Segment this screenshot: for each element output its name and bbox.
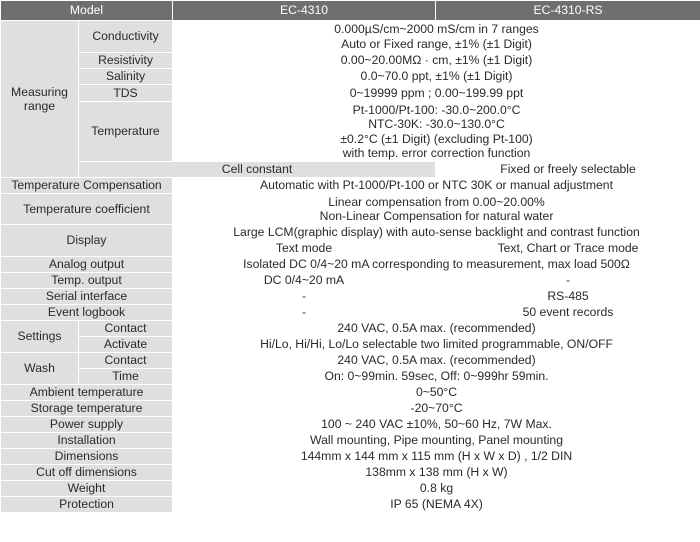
conductivity-label: Conductivity [79,21,173,53]
row-ambient-temp [1,385,700,401]
row-temp-output [1,273,700,289]
temp-coefficient-value [173,194,700,225]
row-storage-temp [1,401,700,417]
analog-output-label: Analog output [1,257,173,273]
temp-output-ec4310: DC 0/4~20 mA [173,273,436,289]
display-ec4310: Text mode [173,241,436,257]
event-logbook-label: Event logbook [1,305,173,321]
row-serial-interface [1,289,700,305]
weight-label: Weight [1,481,173,497]
serial-interface-ec4310rs: RS-485 [436,289,700,305]
cutoff-dimensions-value: 138mm x 138 mm (H x W) [173,465,700,481]
ambient-temp-value: 0~50°C [173,385,700,401]
protection-label: Protection [1,497,173,513]
row-display [1,225,700,241]
row-weight [1,481,700,497]
row-power-supply [1,417,700,433]
temperature-line2: NTC-30K: -30.0~130.0°C [368,117,505,131]
cell-constant-value: Fixed or freely selectable [436,162,700,178]
cell-constant-label: Cell constant [79,162,436,178]
conductivity-line1: 0.000µS/cm~2000 mS/cm in 7 ranges [334,22,539,36]
row-resistivity [1,53,700,69]
temp-compensation-value: Automatic with Pt-1000/Pt-100 or NTC 30K or manual adjustment [173,178,700,194]
wash-contact-label: Contact [79,353,173,369]
temp-output-ec4310rs: - [436,273,700,289]
display-ec4310rs: Text, Chart or Trace mode [436,241,700,257]
temp-coefficient-label: Temperature coefficient [1,194,173,225]
row-cutoff-dimensions [1,465,700,481]
temp-coefficient-line2: Non-Linear Compensation for natural water [319,209,554,223]
row-wash-contact [1,353,700,369]
serial-interface-ec4310: - [173,289,436,305]
display-common: Large LCM(graphic display) with auto-sense backlight and contrast function [173,225,700,241]
header-row [1,1,700,21]
header-model: Model [1,1,173,21]
row-wash-time [1,369,700,385]
header-ec4310: EC-4310 [173,1,436,21]
temperature-line4: with temp. error correction function [342,146,531,160]
event-logbook-ec4310: - [173,305,436,321]
row-settings-activate [1,337,700,353]
temperature-line1: Pt-1000/Pt-100: -30.0~200.0°C [352,102,521,117]
temp-coefficient-line1: Linear compensation from 0.00~20.00% [328,194,545,209]
salinity-value: 0.0~70.0 ppt, ±1% (±1 Digit) [173,69,700,85]
temp-output-label: Temp. output [1,273,173,289]
wash-time-value: On: 0~99min. 59sec, Off: 0~999hr 59min. [173,369,700,385]
protection-value: IP 65 (NEMA 4X) [173,497,700,513]
row-temp-coefficient [1,194,700,225]
row-event-logbook [1,305,700,321]
resistivity-value: 0.00~20.00MΩ · cm, ±1% (±1 Digit) [173,53,700,69]
dimensions-value: 144mm x 144 mm x 115 mm (H x W x D) , 1/2 DIN [173,449,700,465]
row-temp-compensation [1,178,700,194]
settings-activate-value: Hi/Lo, Hi/Hi, Lo/Lo selectable two limited programmable, ON/OFF [173,337,700,353]
measuring-range-label [1,21,79,178]
wash-time-label: Time [79,369,173,385]
row-temperature [1,102,700,162]
serial-interface-label: Serial interface [1,289,173,305]
row-settings-contact [1,321,700,337]
display-label: Display [1,225,173,257]
row-dimensions [1,449,700,465]
cutoff-dimensions-label: Cut off dimensions [1,465,173,481]
analog-output-value: Isolated DC 0/4~20 mA corresponding to measurement, max load 500Ω [173,257,700,273]
row-installation [1,433,700,449]
conductivity-value [173,21,700,53]
temp-compensation-label: Temperature Compensation [1,178,173,194]
settings-label: Settings [1,321,79,353]
settings-contact-value: 240 VAC, 0.5A max. (recommended) [173,321,700,337]
measuring-range-text: Measuring range [11,84,68,113]
row-protection [1,497,700,513]
storage-temp-value: -20~70°C [173,401,700,417]
wash-label: Wash [1,353,79,385]
storage-temp-label: Storage temperature [1,401,173,417]
power-supply-value: 100 ~ 240 VAC ±10%, 50~60 Hz, 7W Max. [173,417,700,433]
conductivity-line2: Auto or Fixed range, ±1% (±1 Digit) [341,36,532,51]
ambient-temp-label: Ambient temperature [1,385,173,401]
header-ec4310rs: EC-4310-RS [436,1,700,21]
tds-value: 0~19999 ppm ; 0.00~199.99 ppt [173,85,700,102]
row-conductivity [1,21,700,53]
weight-value: 0.8 kg [173,481,700,497]
settings-contact-label: Contact [79,321,173,337]
installation-value: Wall mounting, Pipe mounting, Panel mounting [173,433,700,449]
settings-activate-label: Activate [79,337,173,353]
row-cell-constant [1,162,700,178]
row-salinity [1,69,700,85]
temperature-value [173,102,700,162]
resistivity-label: Resistivity [79,53,173,69]
row-tds [1,85,700,102]
temperature-label: Temperature [79,102,173,162]
event-logbook-ec4310rs: 50 event records [436,305,700,321]
tds-label: TDS [79,85,173,102]
salinity-label: Salinity [79,69,173,85]
installation-label: Installation [1,433,173,449]
temperature-line3: ±0.2°C (±1 Digit) (excluding Pt-100) [340,131,533,146]
row-analog-output [1,257,700,273]
dimensions-label: Dimensions [1,449,173,465]
wash-contact-value: 240 VAC, 0.5A max. (recommended) [173,353,700,369]
power-supply-label: Power supply [1,417,173,433]
